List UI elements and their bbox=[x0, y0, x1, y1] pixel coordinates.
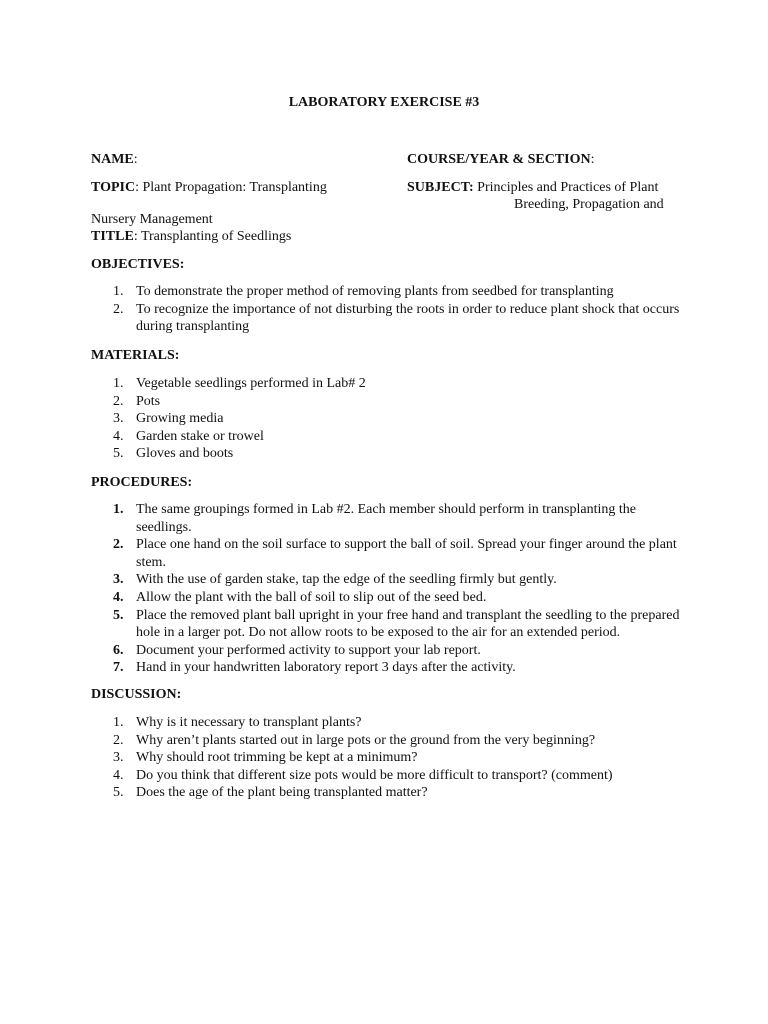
list-item-text: Garden stake or trowel bbox=[136, 428, 264, 444]
list-item-text: Does the age of the plant being transplanted matter? bbox=[136, 785, 428, 801]
subject-line-1: Principles and Practices of Plant bbox=[473, 180, 659, 195]
list-item bbox=[91, 393, 691, 411]
list-item bbox=[91, 767, 691, 785]
list-item-text: Place the removed plant ball upright in your free hand and transplant the seedling to the prepared hole in a larger pot. Do not allow roots to be exposed to the air for an extended period. bbox=[136, 607, 680, 641]
list-item bbox=[91, 589, 691, 607]
list-item-number: 1. bbox=[113, 284, 124, 299]
list-item-text: Gloves and boots bbox=[136, 446, 234, 462]
list-item-number: 2. bbox=[113, 732, 124, 748]
list-item-text: Pots bbox=[136, 393, 161, 409]
list-item bbox=[91, 410, 691, 428]
list-item-number: 5. bbox=[113, 785, 124, 801]
list-item-number: 7. bbox=[113, 660, 124, 676]
list-item bbox=[91, 571, 691, 589]
list-item-text: Document your performed activity to support your lab report. bbox=[136, 642, 481, 658]
procedures-heading: PROCEDURES: bbox=[91, 475, 193, 490]
subject-line-2: Breeding, Propagation and bbox=[514, 197, 664, 212]
subject-label: SUBJECT: bbox=[407, 180, 474, 195]
list-item-number: 4. bbox=[113, 428, 124, 444]
list-item-text: Why aren’t plants started out in large pots or the ground from the very beginning? bbox=[136, 732, 596, 748]
list-item bbox=[91, 536, 691, 571]
list-item bbox=[91, 714, 691, 732]
list-item-number: 1. bbox=[113, 376, 124, 391]
list-item-text: Vegetable seedlings performed in Lab# 2 bbox=[136, 376, 366, 391]
list-item-number: 3. bbox=[113, 411, 124, 427]
list-item-text: With the use of garden stake, tap the edge of the seedling firmly but gently. bbox=[136, 572, 557, 588]
course-label: COURSE/YEAR & SECTION bbox=[407, 152, 591, 167]
list-item bbox=[91, 607, 691, 642]
subject-line-3: Nursery Management bbox=[91, 212, 213, 227]
list-item-number: 2. bbox=[113, 537, 124, 553]
topic-value: : Plant Propagation: Transplanting bbox=[135, 180, 327, 195]
list-item bbox=[91, 659, 691, 677]
list-item-number: 4. bbox=[113, 767, 124, 783]
list-item bbox=[91, 732, 691, 750]
course-colon: : bbox=[590, 152, 595, 167]
list-item bbox=[91, 283, 691, 301]
list-item-text: Place one hand on the soil surface to support the ball of soil. Spread your finger around the plant stem. bbox=[136, 537, 677, 570]
topic-field bbox=[91, 179, 327, 197]
list-item-number: 4. bbox=[113, 589, 124, 605]
title-label: TITLE bbox=[91, 229, 134, 244]
list-item bbox=[91, 642, 691, 660]
list-item-text: Allow the plant with the ball of soil to slip out of the seed bed. bbox=[136, 589, 487, 605]
list-item-text: Growing media bbox=[136, 411, 224, 427]
list-item-number: 5. bbox=[113, 607, 124, 623]
list-item-text: Why should root trimming be kept at a minimum? bbox=[136, 750, 418, 766]
list-item bbox=[91, 375, 691, 393]
list-item-number: 2. bbox=[113, 393, 124, 409]
list-item-number: 5. bbox=[113, 446, 124, 462]
list-item bbox=[91, 445, 691, 463]
topic-label: TOPIC bbox=[91, 180, 136, 195]
discussion-list bbox=[91, 714, 691, 802]
subject-field bbox=[407, 179, 658, 197]
list-item bbox=[91, 749, 691, 767]
document-title: LABORATORY EXERCISE #3 bbox=[288, 95, 480, 110]
procedures-list bbox=[91, 501, 691, 677]
name-label: NAME bbox=[91, 152, 134, 167]
list-item-number: 3. bbox=[113, 572, 124, 588]
title-value: : Transplanting of Seedlings bbox=[133, 229, 292, 244]
name-field bbox=[91, 151, 138, 169]
materials-list bbox=[91, 375, 691, 463]
list-item-number: 2. bbox=[113, 301, 124, 317]
discussion-heading: DISCUSSION: bbox=[91, 687, 182, 702]
list-item-number: 1. bbox=[113, 502, 124, 517]
list-item-number: 1. bbox=[113, 715, 124, 730]
list-item-number: 3. bbox=[113, 750, 124, 766]
list-item-text: To demonstrate the proper method of removing plants from seedbed for transplanting bbox=[136, 284, 614, 299]
list-item bbox=[91, 501, 691, 536]
list-item bbox=[91, 428, 691, 446]
name-colon: : bbox=[133, 152, 138, 167]
list-item bbox=[91, 301, 691, 336]
title-field bbox=[91, 228, 291, 246]
objectives-list bbox=[91, 283, 691, 336]
course-field bbox=[407, 151, 594, 169]
list-item-text: Why is it necessary to transplant plants? bbox=[136, 715, 362, 730]
list-item bbox=[91, 784, 691, 802]
list-item-text: To recognize the importance of not disturbing the roots in order to reduce plant shock that occurs during transplanting bbox=[136, 301, 680, 335]
list-item-text: The same groupings formed in Lab #2. Each member should perform in transplanting the seedlings. bbox=[136, 502, 636, 535]
list-item-number: 6. bbox=[113, 642, 124, 658]
list-item-text: Do you think that different size pots would be more difficult to transport? (comment) bbox=[136, 767, 613, 783]
objectives-heading: OBJECTIVES: bbox=[91, 257, 185, 272]
list-item-text: Hand in your handwritten laboratory report 3 days after the activity. bbox=[136, 660, 516, 676]
materials-heading: MATERIALS: bbox=[91, 348, 180, 363]
